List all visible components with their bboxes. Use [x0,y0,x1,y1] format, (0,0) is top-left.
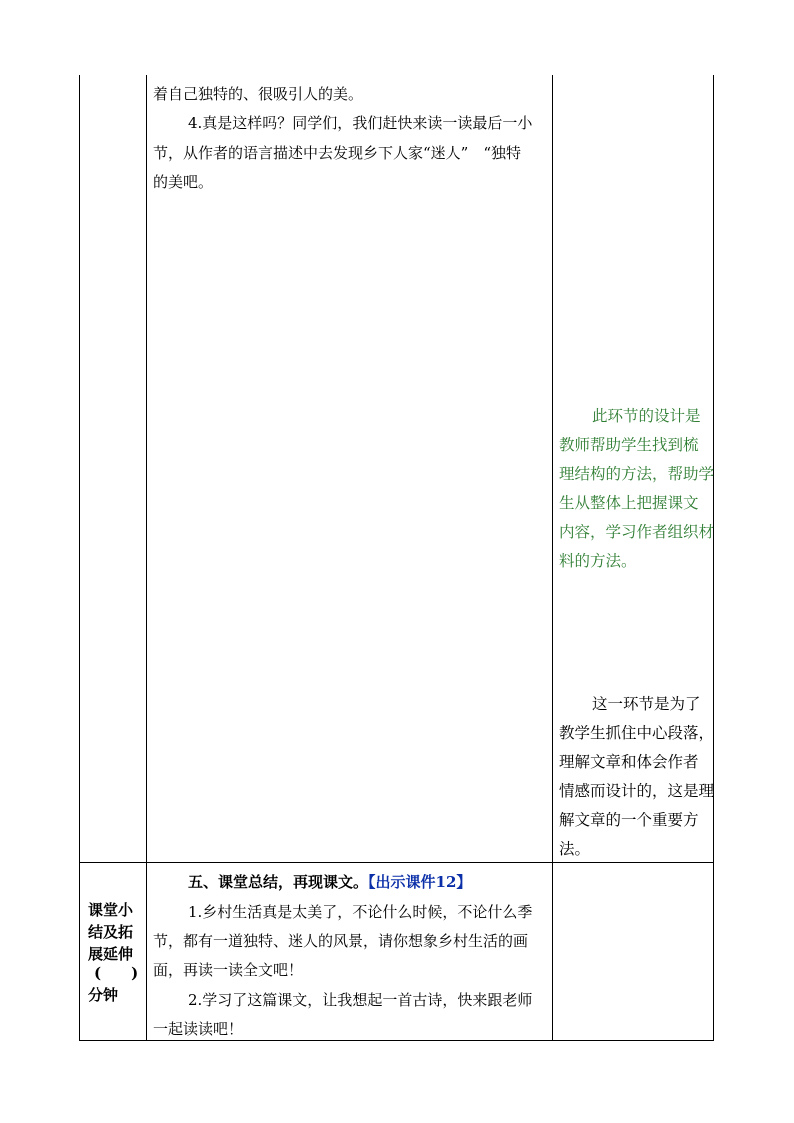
text-line: 节，都有一道独特、迷人的风景，请你想象乡村生活的画 [153,932,529,950]
label-line: 课堂小 [88,901,134,919]
text-line: 着自己独特的、很吸引人的美。 [153,85,364,103]
note-line: 理结构的方法，帮助学 [559,465,715,483]
heading-text: 五、课堂总结，再现课文。 [188,873,369,891]
text-line: 1.乡村生活真是太美了，不论什么时候，不论什么季 [188,903,533,921]
note-line: 此环节的设计是 [592,407,701,425]
text-line: 2.学习了这篇课文，让我想起一首古诗，快来跟老师 [188,991,533,1009]
table-left-border [79,75,80,1041]
table-right-border [713,75,714,1041]
note-line: 情感而设计的，这是理 [559,782,715,800]
text-line: 的美吧。 [153,173,214,191]
note-line: 内容，学习作者组织材 [559,523,715,541]
label-line: 展延伸 [88,945,134,963]
courseware-tag: 【出示课件12】 [368,873,472,891]
text-line: 节，从作者的语言描述中去发现乡下人家“迷人” “独特 [153,144,522,162]
text-line: 4.真是这样吗？同学们，我们赶快来读一读最后一小 [188,114,533,132]
note-line: 这一环节是为了 [592,695,701,713]
table-col-divider-2 [552,75,553,1041]
table-row-divider [79,862,714,863]
text-line: 面，再读一读全文吧！ [153,961,304,979]
note-line: 生从整体上把握课文 [559,494,699,512]
note-line: 法。 [559,840,591,858]
label-line: 分钟 [88,986,119,1004]
section-heading [188,868,471,897]
label-line: 结及拓 [88,923,134,941]
text-line: 一起读读吧！ [153,1020,244,1038]
table-col-divider-1 [146,75,147,1041]
note-line: 教师帮助学生找到梳 [559,436,699,454]
note-line: 解文章的一个重要方 [559,811,699,829]
label-line: ( ) [94,964,139,982]
note-line: 理解文章和体会作者 [559,753,699,771]
note-line: 料的方法。 [559,552,637,570]
note-line: 教学生抓住中心段落， [559,724,715,742]
